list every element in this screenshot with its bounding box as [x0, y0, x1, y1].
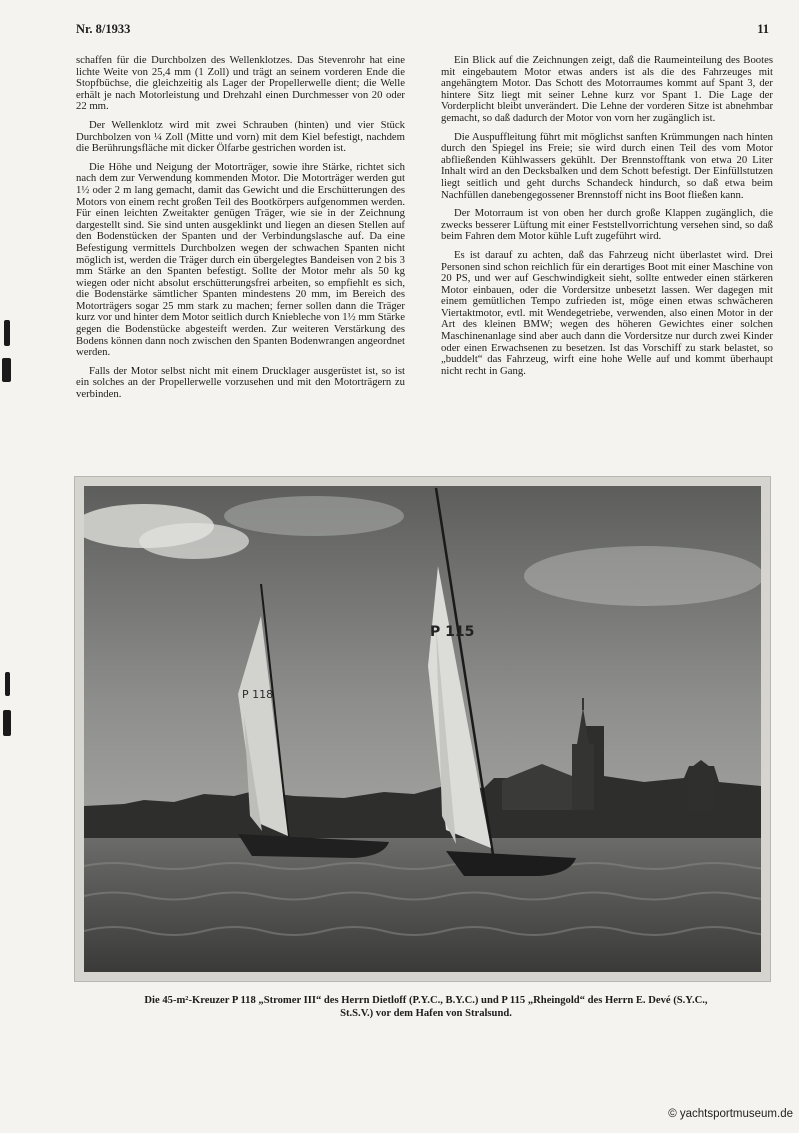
photo-frame	[74, 476, 771, 982]
paragraph: Es ist darauf zu achten, daß das Fahrzeug nicht überlastet wird. Drei Personen sind schon reichlich für ein derartiges Boot mit einer Maschine von 20 PS, und wer auf Geschwindigkeit sieht, sollte entweder einen stärkeren Motor einbauen, oder die Vordersitze unbesetzt lassen. Wer dagegen mit einem gemütlichen Tempo zufrieden ist, möge einen etwas schwächeren Viertaktmotor, evtl. mit Wendegetriebe, verwenden, also einen Motor in der Art des kleinen BMW; wegen des höheren Gewichtes einer solchen Maschinenanlage sind aber auch dann die Vordersitze nur durch zwei Kinder oder einen Erwachsenen zu besetzen. Ist das Vorschiff zu stark belastet, so „buddelt“ das Fahrzeug, wirft eine hohe Welle auf und kommt überhaupt nicht recht in Gang.	[441, 248, 773, 377]
sail-number-right: P 115	[430, 624, 475, 640]
paragraph: Die Höhe und Neigung der Motorträger, sowie ihre Stärke, richtet sich nach dem zur Verwendung kommenden Motor. Die Motorträger werden gut 1½ oder 2 m lang gemacht, damit das Gewicht und die Erschütterungen des Motors von einem recht großen Teil des Bootkörpers aufgenommen werden. Für einen leichten Zweitakter genügen Träger, wie sie in der Zeichnung dargestellt sind. Sie sind unten ausgeklinkt und liegen an diesen Stellen auf den Bodenstücken der Spanten und der Verbindungslasche auf. Da eine Befestigung vermittels Durchbolzen wegen der schwachen Spanten nicht möglich ist, werden die Träger durch ein übergelegtes Bandeisen von 2 bis 3 mm Stärke an den Spanten befestigt. Sollte der Motor mehr als 50 kg wiegen oder nicht absolut erschütterungsfrei arbeiten, so empfiehlt es sich, die Bodenstärke sämtlicher Spanten mindestens 20 mm, im Bereich des Motorträgers sogar 25 mm stark zu machen; ferner sollen dann die Träger kurz vor und hinter dem Motor seitlich durch Kniebleche von 1½ mm Stärke gegen die Bodenstücke abgesteift werden. Zur weiteren Verstärkung des Bodens können dann noch zwischen den Spanten Bodenwrangen angeordnet werden.	[76, 160, 405, 359]
photo-illustration	[84, 486, 761, 972]
paragraph: Falls der Motor selbst nicht mit einem Drucklager ausgerüstet ist, so ist ein solches an der Propellerwelle vorzusehen und mit den Motorträgern zu verbinden.	[76, 364, 405, 401]
right-text-column	[441, 55, 773, 384]
photo-caption	[96, 994, 756, 1020]
sailing-yachts-photo	[84, 486, 761, 972]
paragraph: schaffen für die Durchbolzen des Wellenklotzes. Das Stevenrohr hat eine lichte Weite von 25,4 mm (1 Zoll) und trägt an seinem vorderen Ende die Stopfbüchse, die gleichzeitig als Lager der Propellerwelle dient; die Welle erhält je nach Motorleistung und Drehzahl einen Durchmesser von 20 oder 22 mm.	[76, 54, 405, 113]
left-text-column	[76, 55, 405, 408]
paragraph: Der Wellenklotz wird mit zwei Schrauben (hinten) und vier Stück Durchbolzen von ¼ Zoll (Mitte und vorn) mit dem Kiel befestigt, nachdem die Berührungsfläche mit dicker Ölfarbe gestrichen worden ist.	[76, 118, 405, 155]
binding-mark	[0, 672, 14, 736]
caption-line: Die 45-m²-Kreuzer P 118 „Stromer III“ des Herrn Dietloff (P.Y.C., B.Y.C.) und P 115 „Rheingold“ des Herrn E. Devé (S.Y.C.,	[144, 995, 708, 1006]
paragraph: Die Auspuffleitung führt mit möglichst sanften Krümmungen nach hinten durch den Spiegel ins Freie; sie wird durch einen Teil des vom Motor abfließenden Kühlwassers gekühlt. Der Brennstofftank von etwa 20 Liter Inhalt wird an den Decksbalken und dem Schott befestigt. Der Einfüllstutzen liegt seitlich und geht durchs Schandeck hindurch, so daß etwa beim Nachfüllen danebengegossener Brennstoff nicht ins Boot fließen kann.	[441, 130, 773, 201]
binding-mark	[0, 320, 14, 382]
paragraph: Ein Blick auf die Zeichnungen zeigt, daß die Raumeinteilung des Bootes mit eingebautem Motor etwas anders ist als die des Fahrzeuges mit angehängtem Motor. Das Schott des Motorraumes kommt auf Spant 3, der hintere Sitz liegt mit seiner Lehne kurz vor Spant 1. Die Lage der Vorderplicht bleibt unverändert. Die Lehne der vorderen Sitze ist abnehmbar gemacht, so daß dadurch der Motor von vorn her zugänglich ist.	[441, 54, 773, 124]
copyright-credit: © yachtsportmuseum.de	[668, 1108, 793, 1120]
paragraph: Der Motorraum ist von oben her durch große Klappen zugänglich, die zwecks besserer Lüftung mit einer Feststellvorrichtung versehen sind, so daß beim Fahren dem Motor kühle Luft zugeführt wird.	[441, 207, 773, 243]
issue-number: Nr. 8/1933	[76, 22, 131, 36]
sail-number-left: P 118	[242, 688, 274, 701]
caption-line: St.S.V.) vor dem Hafen von Stralsund.	[340, 1008, 512, 1019]
page-number: 11	[757, 22, 769, 36]
